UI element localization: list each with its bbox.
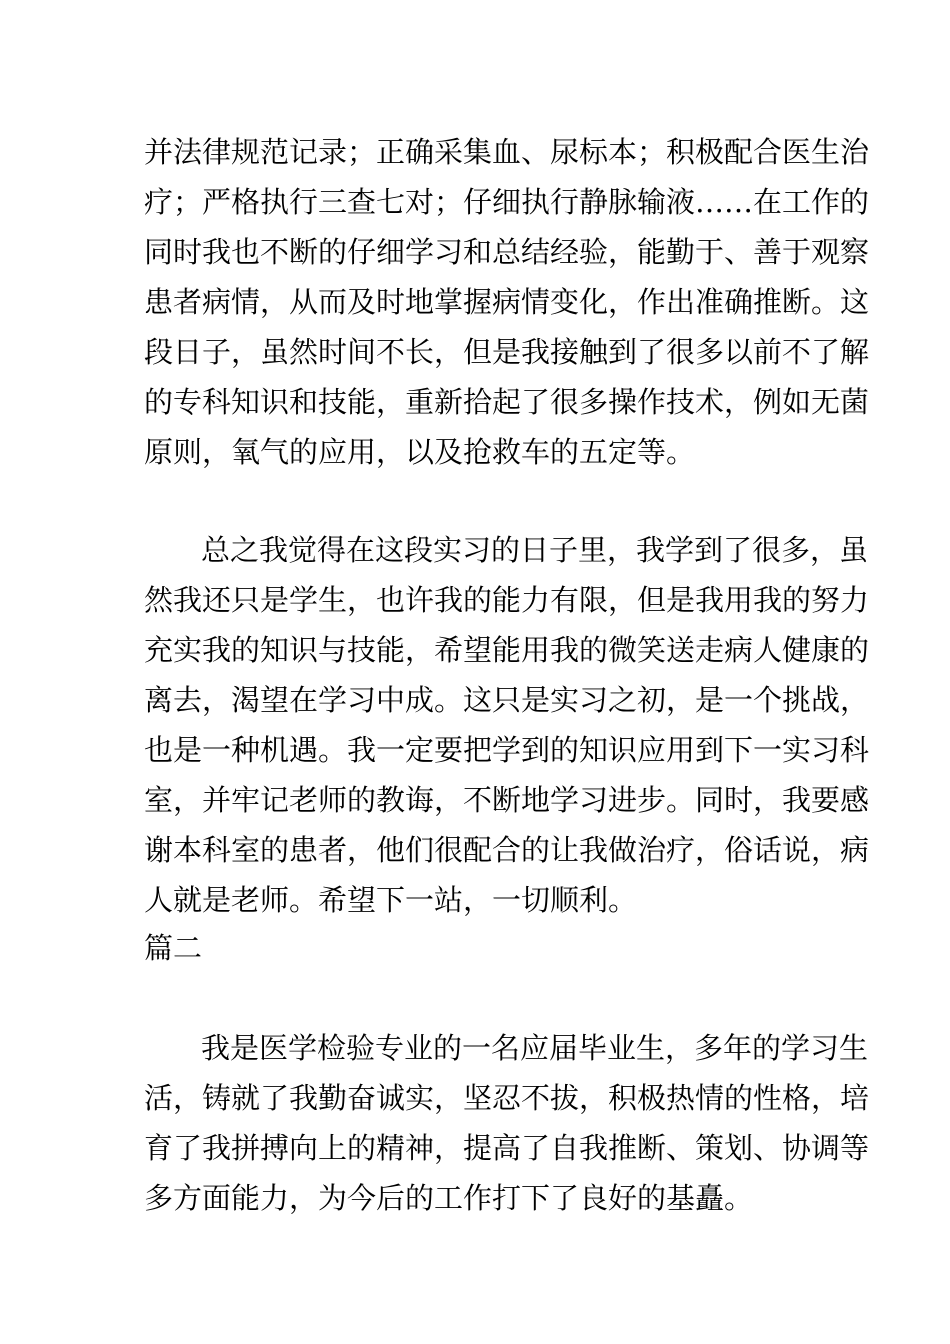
paragraph-line: 疗；严格执行三查七对；仔细执行静脉输液……在工作的 <box>144 185 870 219</box>
paragraph-line: 我是医学检验专业的一名应届毕业生，多年的学习生 <box>201 1031 869 1065</box>
paragraph-line: 总之我觉得在这段实习的日子里，我学到了很多，虽 <box>201 533 869 567</box>
paragraph-line: 活，铸就了我勤奋诚实，坚忍不拔，积极热情的性格，培 <box>144 1081 870 1115</box>
paragraph-line: 充实我的知识与技能，希望能用我的微笑送走病人健康的 <box>144 633 870 667</box>
paragraph-line: 并法律规范记录；正确采集血、尿标本；积极配合医生治 <box>144 135 870 169</box>
paragraph-line: 室，并牢记老师的教诲，不断地学习进步。同时，我要感 <box>144 783 870 817</box>
paragraph-line: 同时我也不断的仔细学习和总结经验，能勤于、善于观察 <box>144 235 870 269</box>
paragraph-line: 也是一种机遇。我一定要把学到的知识应用到下一实习科 <box>144 733 870 767</box>
paragraph-line: 患者病情，从而及时地掌握病情变化，作出准确推断。这 <box>144 285 870 319</box>
paragraph-line: 离去，渴望在学习中成。这只是实习之初，是一个挑战， <box>144 683 870 717</box>
paragraph-line: 的专科知识和技能，重新拾起了很多操作技术，例如无菌 <box>144 385 870 419</box>
paragraph-line: 谢本科室的患者，他们很配合的让我做治疗，俗话说，病 <box>144 833 870 867</box>
section-heading: 篇二 <box>144 931 203 965</box>
paragraph-line: 多方面能力，为今后的工作打下了良好的基矗。 <box>144 1181 754 1215</box>
paragraph-line: 育了我拼搏向上的精神，提高了自我推断、策划、协调等 <box>144 1131 870 1165</box>
paragraph-line: 段日子，虽然时间不长，但是我接触到了很多以前不了解 <box>144 335 870 369</box>
paragraph-line: 原则，氧气的应用，以及抢救车的五定等。 <box>144 435 696 469</box>
paragraph-line: 人就是老师。希望下一站，一切顺利。 <box>144 883 638 917</box>
paragraph-line: 然我还只是学生，也许我的能力有限，但是我用我的努力 <box>144 583 870 617</box>
